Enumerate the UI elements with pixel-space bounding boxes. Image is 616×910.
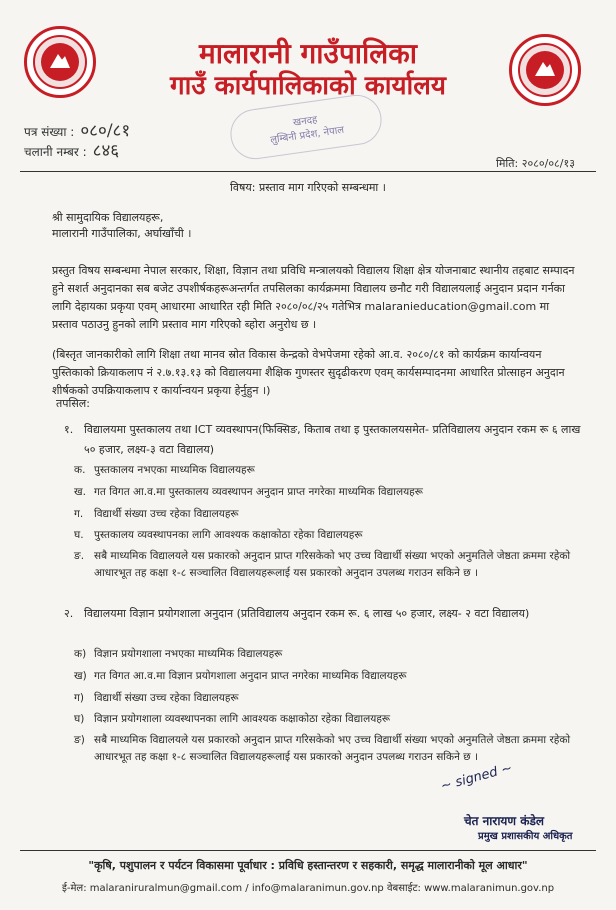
footer-motto: "कृषि, पशुपालन र पर्यटन विकासमा पूर्वाधार : प्रविधि हस्तान्तरण र सहकारी, समृद्ध मालारानीको मूल आधार" [88, 859, 528, 872]
sub-item: घ. पुस्तकालय व्यवस्थापनका लागि आवश्यक कक्षाकोठा रहेका विद्यालयहरू [74, 529, 363, 541]
body-paragraph-1: प्रस्तुत विषय सम्बन्धमा नेपाल सरकार, शिक्षा, विज्ञान तथा प्रविधि मन्त्रालयको विद्यालय शिक्षा क्षेत्र योजनाबाट स्थानीय तहबाट सम्पादन हुने सशर्त अनुदानका सब बजेट उपशीर्षकहरूअन्तर्गत तपसिलका कार्यक्रममा विद्यालय छनौट गरी विद्यालयलाई अनुदान प्रदान गर्नका लागि देहायका प्रकृया एवम् आधारमा आधारित रही मिति २०८०/०८/२५ गतेभित्र malaranieducation@gmail.com मा प्रस्ताव पठाउनु हुनको लागि प्रस्ताव माग गरिएको ब्होरा अनुरोध छ । [52, 264, 575, 331]
list-item: २. विद्यालयमा विज्ञान प्रयोगशाला अनुदान (प्रतिविद्यालय अनुदान रकम रू. ६ लाख ५० हजार, लक्ष्य- २ वटा विद्यालय) [64, 607, 530, 620]
dispatch-number: चलानी नम्बर : ८४६ [24, 141, 120, 161]
details-heading: तपसिल: [56, 397, 90, 410]
sub-item: क) विज्ञान प्रयोगशाला नभएका माध्यमिक विद्यालयहरू [74, 648, 283, 660]
footer-divider [20, 850, 596, 851]
sub-item: ङ. सबै माध्यमिक विद्यालयले यस प्रकारको अनुदान प्राप्त गरिसकेको भए उच्च विद्यार्थी संख्या भएको अनुमतिले जेष्ठता क्रममा रहेको आधारभूत तह कक्षा १-८ सञ्चालित विद्यालयहरूलाई यस प्रकारको अनुदान उपलब्ध गराउन सकिने छ । [74, 550, 571, 579]
sub-item: ग. विद्यार्थी संख्या उच्च रहेका विद्यालयहरू [74, 508, 239, 520]
sub-item: ग) विद्यार्थी संख्या उच्च रहेका विद्यालयहरू [74, 692, 239, 704]
sub-item: क. पुस्तकालय नभएका माध्यमिक विद्यालयहरू [74, 464, 255, 476]
sub-item: ख) गत विगत आ.व.मा विज्ञान प्रयोगशाला अनुदान प्राप्त नगरेका माध्यमिक विद्यालयहरू [74, 670, 407, 682]
sub-item: ङ) सबै माध्यमिक विद्यालयले यस प्रकारको अनुदान प्राप्त गरिसकेको भए उच्च विद्यार्थी संख्या भएको अनुमतिले जेष्ठता क्रममा रहेको आधारभूत तह कक्षा १-८ सञ्चालित विद्यालयहरूलाई यस प्रकारको अनुदान उपलब्ध गराउन सकिने छ । [74, 734, 571, 763]
signature-scribble: ~ signed ~ [439, 760, 514, 795]
body-paragraph-2: (बिस्तृत जानकारीको लागि शिक्षा तथा मानव स्रोत विकास केन्द्रको वेभपेजमा रहेको आ.व. २०८०/८१ को कार्यक्रम कार्यान्वयन पुस्तिकाको क्रियाकलाप नं २.७.१३.१३ को विद्यालयमा शैक्षिक गुणस्तर सुदृढीकरण एवम् कार्यसम्पादनमा आधारित प्रोत्साहन अनुदान शीर्षकको उपक्रियाकलाप र कार्यान्वयन प्रकृया हेर्नुहुन ।) [52, 348, 565, 397]
letter-date: मिति: २०८०/०८/१३ [496, 157, 575, 170]
header-divider [20, 171, 596, 172]
signatory-title: प्रमुख प्रशासकीय अधिकृत [478, 831, 573, 842]
sub-item: ख. गत विगत आ.व.मा पुस्तकालय व्यवस्थापन अनुदान प्राप्त नगरेका माध्यमिक विद्यालयहरू [74, 486, 423, 498]
sub-item: घ) विज्ञान प्रयोगशाला व्यवस्थापनका लागि आवश्यक कक्षाकोठा रहेका विद्यालयहरू [74, 713, 391, 725]
signatory-name: चेत नारायण कंडेल [464, 814, 545, 828]
recipient-line-2: मालारानी गाउँपालिका, अर्घाखाँची । [52, 227, 192, 240]
letter-subject: विषय: प्रस्ताव माग गरिएको सम्बन्धमा । [230, 181, 386, 194]
office-stamp: खनदह लुम्बिनी प्रदेश, नेपाल [227, 92, 384, 163]
reference-number: पत्र संख्या : ०८०/८१ [24, 121, 131, 141]
recipient-line-1: श्री सामुदायिक विद्यालयहरू, [52, 211, 164, 224]
list-item: १. विद्यालयमा पुस्तकालय तथा ICT व्यवस्थापन(फिक्सिङ, किताब तथा इ पुस्तकालयसमेत- प्रतिविद्यालय अनुदान रकम रू ६ लाख ५० हजार, लक्ष्य-३ वटा विद्यालय) [64, 423, 581, 456]
office-subtitle: गाउँ कार्यपालिकाको कार्यालय [170, 71, 446, 101]
footer-contact: ई-मेल: malaraniruralmun@gmail.com / info@malaranimun.gov.np वेबसाईट: www.malaranimun.gov.np [61, 883, 555, 894]
office-name: मालारानी गाउँपालिका [199, 37, 417, 70]
